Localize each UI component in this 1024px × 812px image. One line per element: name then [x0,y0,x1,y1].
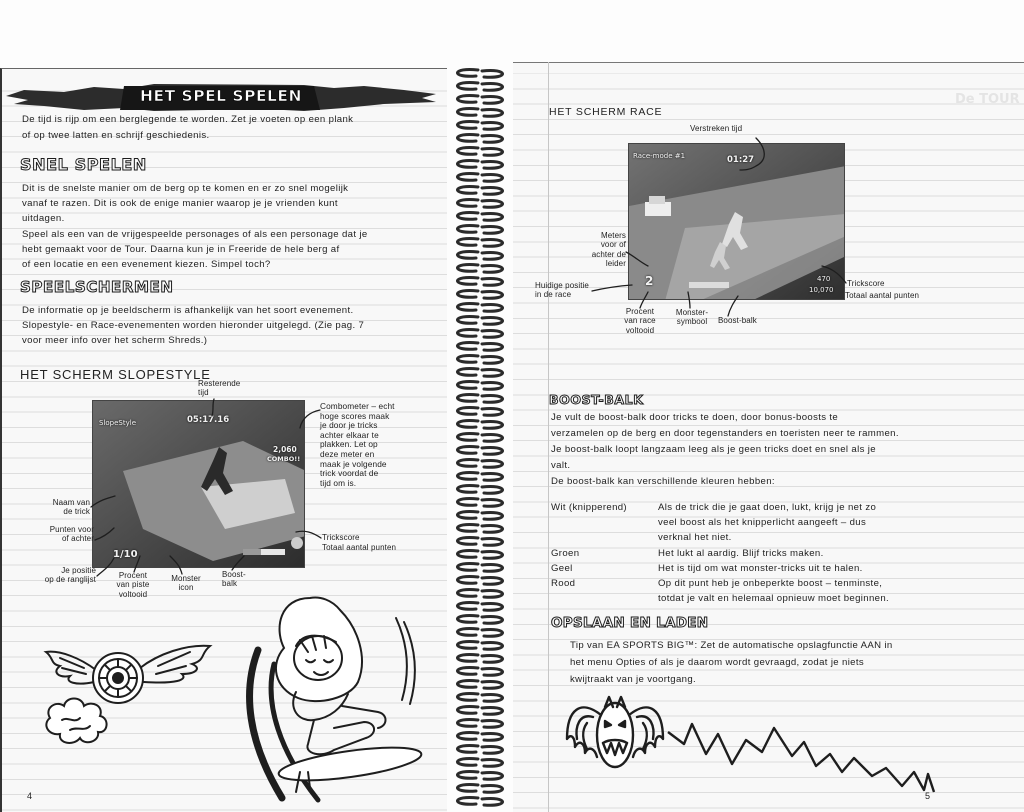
spiral-coil [457,407,478,414]
text-line: Punten voor [49,525,94,534]
text-line: de trick [63,507,90,517]
snowboarder-illustration [238,588,426,808]
spiral-coil [457,680,478,687]
text-line: icon [178,583,194,593]
text-line: trick voordat de [320,468,379,479]
hud-mode: SlopeStyle [99,419,137,427]
slopestyle-screenshot [92,400,305,568]
text-line: op de ranglijst [44,575,96,585]
boost-color-description [658,561,863,576]
bat-illustration [563,693,668,783]
spiral-coil [482,694,503,701]
callout-elapsed-time: Verstreken tijd [690,124,743,133]
spiral-coil [482,304,503,311]
text-line: uitdagen. [22,213,65,225]
spiral-coil [482,681,503,688]
spiral-coil [457,121,478,128]
callout-monster-icon [164,574,208,593]
hud-position: 2 [645,274,654,288]
callout-remaining-time [198,380,240,397]
boost-color-row [551,576,971,606]
text-line: Meters [600,231,626,240]
spiral-coil [482,174,503,181]
text-line: tijd om is. [320,477,357,488]
hud-combo-points: 2,060 [273,445,297,454]
spiral-coil [482,252,503,259]
page-number-left: 4 [27,791,33,801]
text-line: Boost- [222,570,246,579]
hud-combo-label: COMBO!! [267,455,301,463]
spiral-coil [482,148,503,155]
spiral-coil [457,199,478,206]
boost-color-row [551,546,971,561]
text-line: Het is tijd om wat monster-tricks uit te halen. [658,562,863,574]
spiral-coil [482,642,503,649]
text-line: of op twee latten en schrijf geschiedenis. [22,130,210,141]
bleed-through-text: De TOUR [955,92,1020,107]
callout-total-points: Totaal aantal punten [322,543,397,552]
spiral-coil [457,173,478,180]
hud-rank: 1/10 [113,549,138,560]
spiral-coil [482,707,503,714]
spiral-coil [457,329,478,336]
text-line: totdat je valt en helemaal opnieuw moet beginnen. [658,593,890,605]
spiral-coil [457,225,478,232]
text-line: hebt gemaakt voor de Tour. Daarna kun je in Freeride de hele berg af [22,243,340,255]
spiral-coil [457,563,478,570]
hud-time: 05:17.16 [187,415,230,425]
spiral-coil [457,108,478,115]
spiral-coil [482,772,503,779]
hud-time: 01:27 [727,155,755,165]
callout-trickscore: Trickscore [847,279,885,288]
section-heading-opslaan: OPSLAAN EN LADEN [551,615,709,631]
text-line: Slopestyle- en Race-evenementen worden hieronder uitgelegd. (Zie pag. 7 [22,320,365,332]
text-line: Procent [625,307,655,316]
spiral-coil [457,433,478,440]
text-line: verknal het niet. [658,532,732,544]
spiral-coil [482,499,503,506]
text-line: tijd [198,387,209,397]
spiral-coil [482,343,503,350]
spiral-coil [457,667,478,674]
callout-boost-bar [222,570,246,589]
spiral-coil [457,316,478,323]
spiral-coil [482,512,503,519]
spiral-coil [457,355,478,362]
callout-trickscore: Trickscore [322,533,360,542]
spiral-coil [457,550,478,557]
callout-points-ahead-behind [30,525,94,544]
spiral-coil [457,784,478,791]
spiral-coil [482,655,503,662]
text-line: in de race [535,290,572,300]
spiral-coil [457,277,478,284]
text-line: voor of [600,240,626,250]
text-line: Je vult de boost-balk door tricks te doen, door bonus-boosts te [551,412,839,423]
text-line: Resterende [198,379,241,388]
spiral-coil [457,511,478,518]
spiral-coil [482,369,503,376]
callout-current-position [535,281,589,300]
callout-course-percent [108,571,158,599]
spiral-coil [482,720,503,727]
spiral-coil [482,759,503,766]
text-line: Speel als een van de vrijgespeelde personages of als een personage dat je [22,228,368,240]
spiral-coil [457,537,478,544]
spiral-coil [482,408,503,415]
spiral-coil [482,434,503,441]
spiral-coil [482,83,503,90]
callout-trick-name [30,498,90,517]
spiral-coil [457,615,478,622]
spiral-coil [482,564,503,571]
spiral-coil [457,394,478,401]
text-line: kwijtraakt van je voortgang. [570,674,697,685]
callout-combometer [320,402,395,488]
text-line: Dit is de snelste manier om de berg op te komen en er zo snel mogelijk [22,183,349,194]
callout-total-points: Totaal aantal punten [845,291,920,300]
text-line: symbool [676,317,708,327]
text-line: het menu Opties of als je daarom wordt gevraagd, zodat je niets [570,657,865,668]
opslaan-tip [570,637,893,688]
winged-wheel-illustration [40,638,215,750]
spiral-coil [482,460,503,467]
subheading-race: HET SCHERM RACE [549,106,663,118]
spiral-coil [457,342,478,349]
spiral-coil [457,693,478,700]
text-line: of een locatie en een evenement kiezen. Simpel toch? [22,259,271,271]
spiral-coil [457,212,478,219]
text-line: voltooid [625,325,655,335]
text-line: deze meter en [320,448,375,459]
margin-line [548,62,549,812]
spiral-coil [457,745,478,752]
spiral-coil [457,95,478,102]
text-line: Je boost-balk loopt langzaam leeg als je geen tricks doet en snel als je [551,444,876,455]
text-line: balk [222,579,238,589]
text-line: Tip van EA SPORTS BIG™: Zet de automatische opslagfunctie AAN in [570,640,893,651]
spiral-coil [457,576,478,583]
text-line: plakken. Let op [320,439,378,450]
spiral-coil [457,238,478,245]
text-line: achter elkaar te [320,429,379,440]
section-heading-boost-balk: BOOST-BALK [549,392,644,407]
spiral-coil [457,459,478,466]
spiral-coil [457,303,478,310]
text-line: vanaf te razen. Dit is ook de enige manier waarop je je vrienden kunt [22,198,338,210]
text-line: hoge scores maak [320,410,390,421]
spiral-coil [482,421,503,428]
spiral-coil [482,278,503,285]
hud-mode: Race-mode #1 [633,152,686,160]
text-line: je door je tricks [320,420,378,431]
spiral-coil [482,473,503,480]
text-line: van piste [116,580,150,590]
spiral-coil [482,317,503,324]
spiral-coil [457,771,478,778]
banner-title: HET SPEL SPELEN [140,87,302,105]
callout-race-percent [616,307,664,335]
speelschermen-paragraph [22,303,364,349]
spiral-coil [482,486,503,493]
spiral-coil [482,109,503,116]
callout-monster-symbol [670,308,714,327]
section-heading-snel-spelen: SNEL SPELEN [20,155,147,174]
spiral-coil [457,797,478,804]
spiral-coil [457,472,478,479]
spiral-coil [457,524,478,531]
snel-spelen-paragraph [22,181,368,272]
text-line: Monster- [675,308,709,317]
text-line: valt. [551,460,571,471]
spiral-coil [457,264,478,271]
zigzag-doodle [666,712,938,794]
spiral-coil [457,368,478,375]
text-line: Naam van [52,498,90,507]
spiral-coil [457,251,478,258]
spiral-coil [482,798,503,805]
spiral-coil [457,82,478,89]
text-line: Procent [118,571,148,580]
text-line: Het lukt al aardig. Blijf tricks maken. [658,547,824,559]
spiral-coil [482,96,503,103]
spiral-coil [457,446,478,453]
boost-color-description [658,500,876,546]
spiral-coil [457,732,478,739]
spiral-coil [482,629,503,636]
boost-color-name: Wit (knipperend) [551,502,627,513]
text-line: De tijd is rijp om een berglegende te worden. Zet je voeten op een plank [22,114,354,125]
spiral-binding [446,62,514,810]
spiral-coil [457,420,478,427]
spiral-coil [457,628,478,635]
race-scene [629,144,845,300]
text-line: maak je volgende [320,458,387,469]
spiral-coil [482,668,503,675]
boost-color-description [658,546,824,561]
spiral-coil [457,641,478,648]
spiral-coil [457,758,478,765]
spiral-coil [482,239,503,246]
section-heading-speelschermen: SPEELSCHERMEN [20,278,174,296]
hud-trickscore: 470 [817,275,831,283]
spiral-coil [482,135,503,142]
subheading-slopestyle: HET SCHERM SLOPESTYLE [20,367,211,382]
hud-total-points: 10,070 [809,286,834,294]
spiral-coil [482,356,503,363]
text-line: leider [605,259,626,269]
spiral-coil [457,719,478,726]
spiral-coil [482,733,503,740]
text-line: voltooid [118,589,148,599]
text-line: Combometer – echt [320,401,395,411]
spiral-coil [482,590,503,597]
boost-color-row [551,500,971,546]
text-line: achter de [591,249,626,259]
spiral-coil [482,291,503,298]
spiral-coil [482,122,503,129]
boost-color-description [658,576,889,606]
spiral-coil [457,589,478,596]
page-number-right: 5 [925,791,931,801]
spiral-coil [482,538,503,545]
text-line: Huidige positie [535,281,589,290]
spiral-coil [482,603,503,610]
boost-color-name: Rood [551,578,576,590]
text-line: verzamelen op de berg en door tegenstanders en toeristen neer te rammen. [551,428,899,439]
spiral-coil [482,382,503,389]
spiral-coil [457,485,478,492]
spiral-coil [457,160,478,167]
spiral-coil [482,746,503,753]
spiral-coil [482,265,503,272]
intro-paragraph [22,112,353,144]
spiral-coil [482,785,503,792]
boost-color-table [551,500,971,606]
spiral-coil [482,525,503,532]
text-line: van race [624,316,656,326]
spiral-coil [457,654,478,661]
spiral-coil [482,161,503,168]
spiral-coil [482,187,503,194]
spiral-coil [457,186,478,193]
spiral-coil [457,602,478,609]
spiral-coil [457,381,478,388]
spiral-coil [482,447,503,454]
spiral-coil [457,498,478,505]
boost-color-name: Geel [551,562,573,574]
spiral-coil [457,134,478,141]
text-line: veel boost als het knipperlicht aangeeft – dus [658,517,867,529]
spiral-coil [457,69,478,76]
spiral-coil [482,577,503,584]
spiral-coil [457,290,478,297]
spiral-coil [482,226,503,233]
boost-color-name: Groen [551,547,580,559]
callout-rank-position [28,566,96,585]
spiral-coil [457,147,478,154]
boost-color-row [551,561,971,576]
text-line: De boost-balk kan verschillende kleuren hebben: [551,476,775,487]
race-screenshot [628,143,845,300]
text-line: Monster [171,574,201,583]
text-line: Je positie [61,566,96,575]
callout-boost-bar: Boost-balk [718,316,757,325]
callout-meters-to-leader [580,231,626,269]
spiral-coil [482,551,503,558]
text-line: De informatie op je beeldscherm is afhankelijk van het soort evenement. [22,305,354,316]
spiral-coil [457,706,478,713]
spiral-coil [482,330,503,337]
text-line: Als de trick die je gaat doen, lukt, krijg je net zo [658,502,877,513]
spiral-coil [482,200,503,207]
spiral-coil [482,213,503,220]
text-line: of achter [61,534,94,544]
spiral-coil [482,70,503,77]
text-line: voor meer info over het scherm Shreds.) [22,335,208,347]
spiral-coil [482,616,503,623]
boost-balk-paragraph [551,410,899,490]
text-line: Op dit punt heb je onbeperkte boost – tenminste, [658,578,883,590]
spiral-coil [482,395,503,402]
